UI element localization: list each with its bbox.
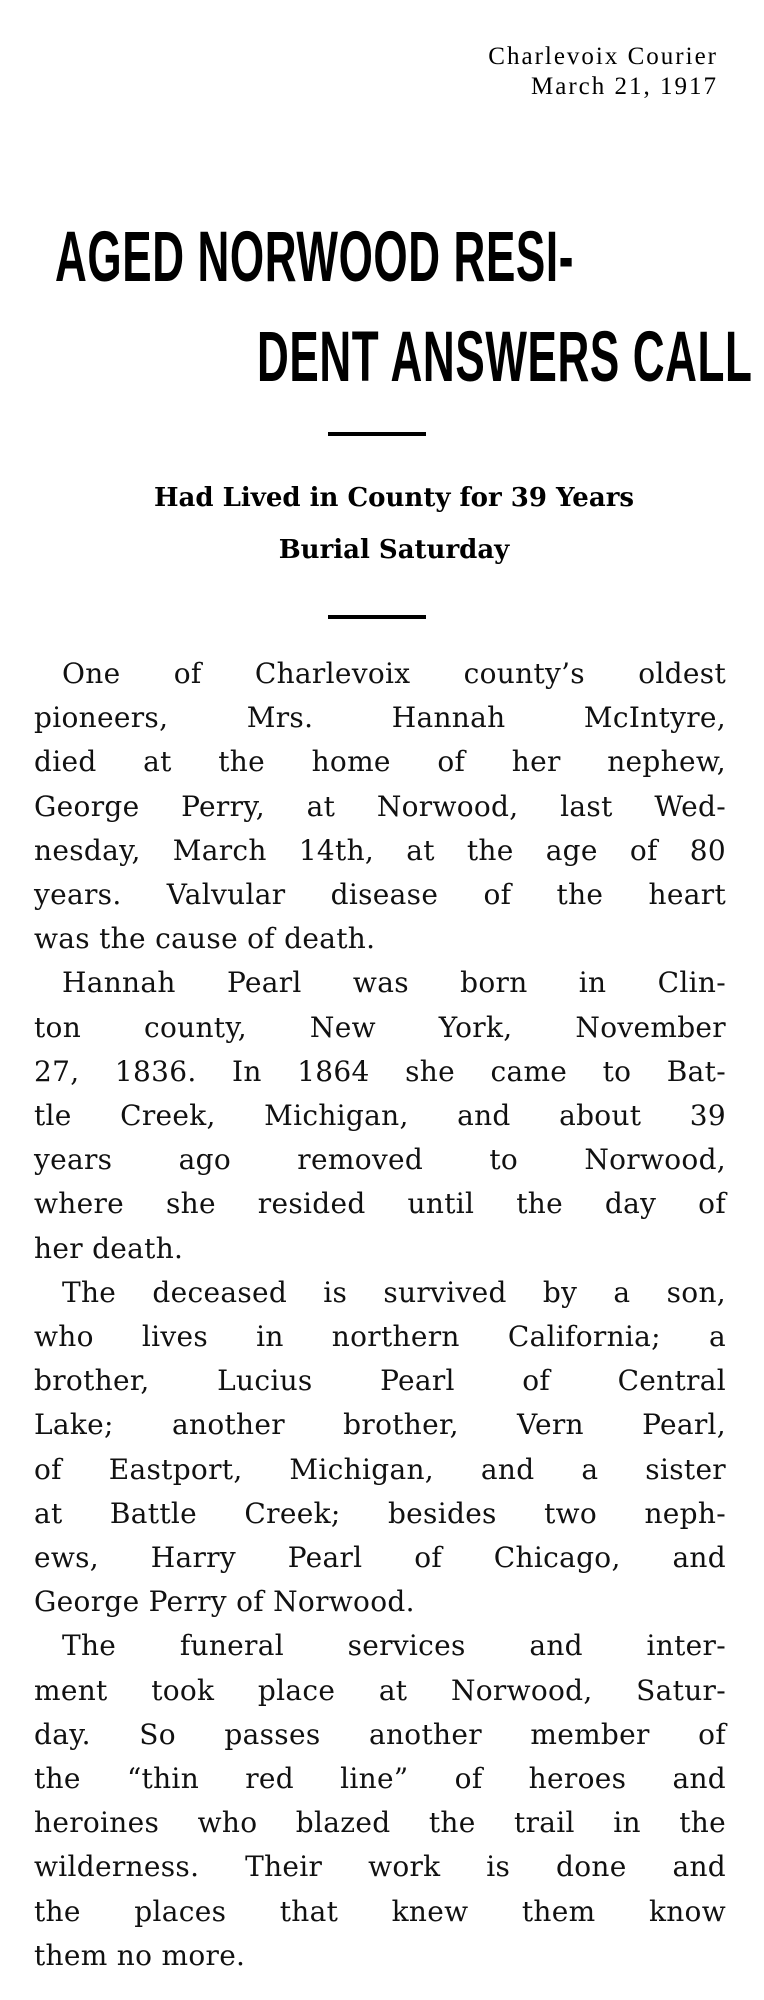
paragraph-3 xyxy=(34,1271,726,1625)
text-line: of Eastport, Michigan, and a sister xyxy=(34,1452,726,1486)
publication-date: March 21, 1917 xyxy=(531,73,718,100)
text-line: Lake; another brother, Vern Pearl, xyxy=(34,1408,726,1442)
source-line xyxy=(488,42,718,102)
headline-line-1: AGED NORWOOD RESI- xyxy=(55,218,575,297)
headline-line-2: DENT ANSWERS CALL xyxy=(257,318,753,397)
text-line: brother, Lucius Pearl of Central xyxy=(34,1364,726,1398)
text-line: George Perry, at Norwood, last Wed- xyxy=(34,789,726,823)
subheadline-line-1: Had Lived in County for 39 Years xyxy=(153,483,635,513)
text-line: at Battle Creek; besides two neph- xyxy=(34,1496,726,1530)
divider-rule xyxy=(328,432,426,436)
paragraph-4 xyxy=(34,1624,726,1978)
text-line: died at the home of her nephew, xyxy=(34,745,726,779)
text-line: tle Creek, Michigan, and about 39 xyxy=(34,1099,726,1133)
text-line: The funeral services and inter- xyxy=(62,1629,726,1663)
text-line: George Perry of Norwood. xyxy=(34,1585,415,1619)
text-line: them no more. xyxy=(34,1938,246,1972)
text-line: ews, Harry Pearl of Chicago, and xyxy=(34,1541,726,1575)
publication-name: Charlevoix Courier xyxy=(488,43,718,70)
text-line: the “thin red line” of heroes and xyxy=(34,1762,726,1796)
text-line: nesday, March 14th, at the age of 80 xyxy=(34,833,726,867)
text-line: Hannah Pearl was born in Clin- xyxy=(62,966,726,1000)
text-line: 27, 1836. In 1864 she came to Bat- xyxy=(34,1054,726,1088)
text-line: One of Charlevoix county’s oldest xyxy=(62,657,726,690)
text-line: the places that knew them know xyxy=(34,1894,726,1928)
text-line: wilderness. Their work is done and xyxy=(34,1850,726,1884)
text-line: ton county, New York, November xyxy=(34,1010,726,1044)
subheadline-line-2: Burial Saturday xyxy=(278,535,510,565)
text-line: heroines who blazed the trail in the xyxy=(34,1806,726,1840)
text-line: years. Valvular disease of the heart xyxy=(34,878,726,912)
divider-rule xyxy=(328,615,426,619)
text-line: years ago removed to Norwood, xyxy=(34,1143,726,1177)
text-line: her death. xyxy=(34,1231,184,1265)
text-line: was the cause of death. xyxy=(34,922,376,956)
text-line: day. So passes another member of xyxy=(34,1717,726,1751)
text-line: where she resided until the day of xyxy=(34,1187,726,1221)
paragraph-1 xyxy=(34,652,726,961)
text-line: ment took place at Norwood, Satur- xyxy=(34,1673,726,1707)
text-line: The deceased is survived by a son, xyxy=(62,1275,726,1309)
text-line: who lives in northern California; a xyxy=(34,1320,726,1354)
text-line: pioneers, Mrs. Hannah McIntyre, xyxy=(34,701,726,735)
paragraph-2 xyxy=(34,961,726,1270)
article-body xyxy=(34,652,726,1978)
